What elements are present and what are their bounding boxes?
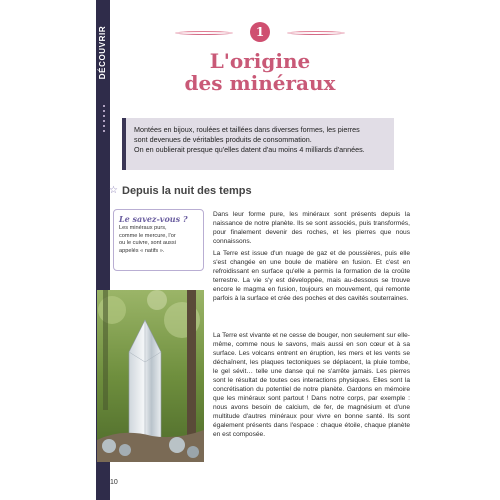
body-paragraph-3: La Terre est vivante et ne cesse de bouger, non seulement sur elle-même, comme nous le savons, mais aussi en son cœur et à sa surface. Les volcans entrent en éruption, les mers et les vents se déchaînent, les plaques tectoniques se déplacent, la pluie tombe, le gel sévit… telle une danse qui ne s'arrête jamais. Les pierres sont le résultat de toutes ces interactions physiques. Elles sont la concrétisation du potentiel de notre planète. Gardons en mémoire que les minéraux sont partout ! Dans notre corps, par exemple : nous avons besoin de calcium, de fer, de magnésium et d'une multitude d'autres minéraux pour vivre en bonne santé. Ils sont également présents dans l'espace : chaque étoile, chaque planète en est composée. [213, 332, 410, 438]
page-number: 10 [110, 479, 118, 486]
did-you-know-box [113, 209, 204, 271]
section-heading: Depuis la nuit des temps [122, 185, 252, 197]
did-you-know-title: Le savez-vous ? [119, 214, 188, 224]
flourish-left-icon [175, 31, 233, 35]
intro-accent-bar [122, 118, 126, 170]
sidebar-label: DÉCOUVRIR [98, 25, 108, 79]
sidebar-dots-decoration [99, 102, 108, 135]
flourish-right-icon [287, 31, 345, 35]
chapter-number: 1 [250, 22, 270, 42]
intro-text: Montées en bijoux, roulées et taillées dans diverses formes, les pierres sont devenues de véritables produits de consommation. On en oublierait presque qu'elles datent d'au moins 4 milliards d'années. [134, 125, 365, 154]
crystal-photo [97, 290, 204, 462]
page-title: L'origine des minéraux [184, 49, 336, 95]
did-you-know-text: Les minéraux purs, comme le mercure, l'or ou le cuivre, sont aussi appelés « natifs ». [119, 225, 176, 254]
body-paragraph-2: La Terre est issue d'un nuage de gaz et de poussières, puis elle s'est changée en une boule de matière en fusion. Et c'est en refroidissant en surface qu'elle a permis la formation de la croûte terrestre. La vie s'y est développée, mais au-dessous se trouve encore le magma en fusion, toujours en mouvement, qui remonte parfois à la surface et crée des poches et des cavités souterraines. [213, 250, 410, 302]
body-paragraph-1: Dans leur forme pure, les minéraux sont présents depuis la naissance de notre planète. Ils se sont associés, puis transformés, pour finalement devenir des roches, et les pierres que nous connaissons. [213, 211, 410, 245]
star-icon: ☆ [109, 185, 118, 196]
body-paragraphs-bottom [213, 331, 410, 442]
chapter-badge [175, 22, 345, 44]
body-paragraphs-top [213, 210, 410, 306]
